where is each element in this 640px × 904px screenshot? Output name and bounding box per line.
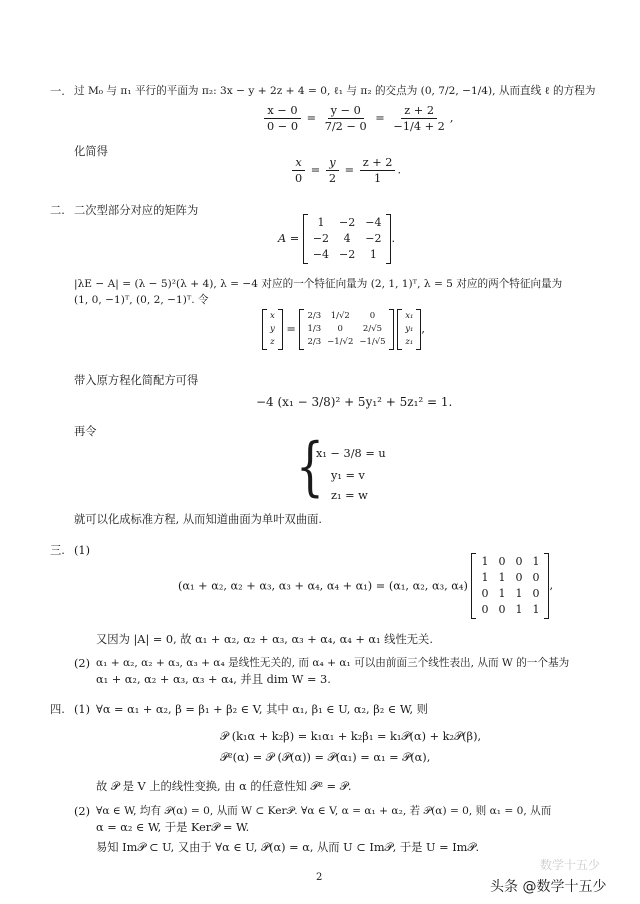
s4-label: 四. [50,703,65,716]
system-brace: { [296,430,324,505]
s4-part1: (1) [74,703,91,716]
frac-x: $\frac{x - 0}{0 - 0}$ [264,104,301,133]
sys-eq-2: y₁ = v [331,469,365,482]
s4-part2: (2) [74,805,91,818]
s2-substitute: 带入原方程化简配方可得 [74,374,199,387]
s1-simplified-equation: $\frac{x}{0}$ = $\frac{y}{2}$ = $\frac{z + 2}{1}$ . [290,156,401,185]
sys-eq-3: z₁ = w [331,489,368,502]
s4-conc1: 故 𝒫 是 V 上的线性变换, 由 α 的任意性知 𝒫² = 𝒫. [96,780,352,793]
s1-label: 一. [50,85,65,98]
s3-note1: 又因为 |A| = 0, 故 α₁ + α₂, α₂ + α₃, α₃ + α₄, α₄ + α₁ 线性无关. [96,633,433,646]
s1-simplify: 化简得 [74,145,108,158]
s3-matrix-equation: (α₁ + α₂, α₂ + α₃, α₃ + α₄, α₄ + α₁) = (α₁, α₂, α₃, α₄) 1 0 0 1 1 1 0 0 0 1 1 0 0 0 1 1 , [178,553,553,619]
s2-completed-square: −4 (x₁ − 3/8)² + 5y₁² + 5z₁² = 1. [256,395,453,409]
s3-label: 三. [50,544,65,557]
s4-l2b: α = α₂ ∈ W, 于是 Ker𝒫 = W. [96,821,250,834]
s3-note2a: α₁ + α₂, α₂ + α₃, α₃ + α₄ 是线性无关的, 而 α₄ + α₁ 可以由前面三个线性表出, 从而 W 的一个基为 [96,657,570,669]
watermark-faint: 数学十五少 [540,858,601,872]
s4-l2c: 易知 Im𝒫 ⊂ U, 又由于 ∀α ∈ U, 𝒫(α) = α, 从而 U ⊂ Im𝒫, 于是 U = Im𝒫. [96,841,480,854]
s2-intro: 二次型部分对应的矩阵为 [74,204,199,217]
s2-eig-line1: |λE − A| = (λ − 5)²(λ + 4), λ = −4 对应的一个特征向量为 (2, 1, 1)ᵀ, λ = 5 对应的两个特征向量为 [74,278,563,290]
s4-l2a: ∀α ∈ W, 均有 𝒫(α) = 0, 从而 W ⊂ Ker𝒫. ∀α ∈ V, α = α₁ + α₂, 若 𝒫(α) = 0, 则 α₁ = 0, 从而 [96,805,552,817]
watermark: 头条 @数学十五少 [490,879,607,895]
s4-intro: ∀α = α₁ + α₂, β = β₁ + β₂ ∈ V, 其中 α₁, β₁ ∈ U, α₂, β₂ ∈ W, 则 [96,703,428,716]
page-number: 2 [316,872,323,883]
frac-z: $\frac{z + 2}{-1/4 + 2}$ [393,104,445,133]
s2-matrix-A: A = 1 −2 −4 −2 4 −2 −4 −2 1 . [278,214,395,264]
s4-eq-linear: 𝒫 (k₁α + k₂β) = k₁α₁ + k₂β₁ = k₁𝒫(α) + k₂𝒫(β), [220,730,482,743]
s3-part2: (2) [74,657,91,670]
s2-eig-line2: (1, 0, −1)ᵀ, (0, 2, −1)ᵀ. 令 [74,294,209,306]
frac-y: $\frac{y - 0}{7/2 - 0}$ [324,104,367,133]
s3-note2b: α₁ + α₂, α₂ + α₃, α₃ + α₄, 并且 dim W = 3. [96,673,331,686]
s1-intro: 过 M₀ 与 π₁ 平行的平面为 π₂: 3x − y + 2z + 4 = 0, ℓ₁ 与 π₂ 的交点为 (0, 7/2, −1/4), 从而直线 ℓ 的方程为 [74,85,596,97]
s4-eq-idempotent: 𝒫²(α) = 𝒫 (𝒫(α)) = 𝒫(α₁) = α₁ = 𝒫(α), [220,751,431,764]
s2-label: 二. [50,204,65,217]
s2-again: 再令 [74,425,97,438]
sys-eq-1: x₁ − 3/8 = u [316,447,386,460]
s3-part1: (1) [74,544,91,557]
s2-conclusion: 就可以化成标准方程, 从而知道曲面为单叶双曲面. [74,513,323,526]
s2-transform: x y z = 2/3 1/√2 0 1/3 0 2/√5 2/3 −1/√2 −1/√5 x₁ y₁ z₁ , [262,309,425,350]
s1-line-equation: $\frac{x - 0}{0 - 0}$ = $\frac{y - 0}{7/2 - 0}$ = $\frac{z + 2}{-1/4 + 2}$ , [262,104,453,133]
